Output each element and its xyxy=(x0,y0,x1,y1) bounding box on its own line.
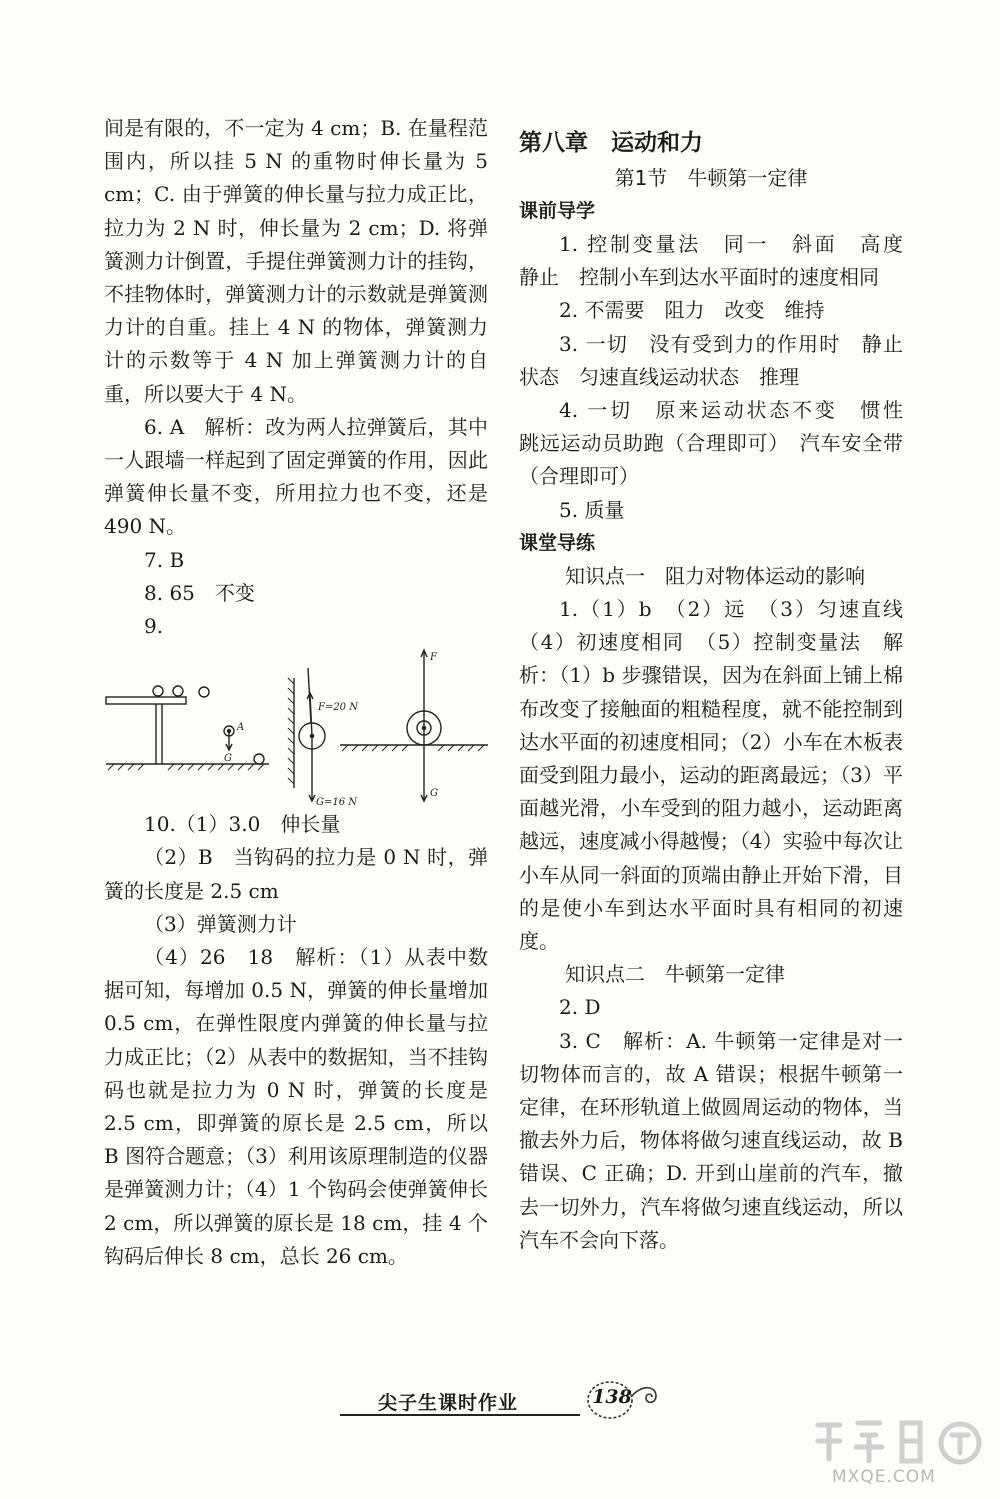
answer-7: 7. B xyxy=(144,547,185,572)
book-title: 尖子生课时作业 xyxy=(378,1392,519,1414)
watermark xyxy=(810,1415,995,1497)
ball-on-table xyxy=(153,686,163,696)
answer-10-1: 10.（1）3.0 伸长量 xyxy=(144,812,341,837)
label-f3: F xyxy=(430,652,437,664)
knowledge-point-2: 知识点二 牛顿第一定律 xyxy=(565,962,785,987)
answer-continuation: 间是有限的，不一定为 4 cm；B. 在量程范围内，所以挂 5 N 的重物时伸长量为 5 cm；C. 由于弹簧的伸长量与拉力成正比，拉力为 2 N 时，伸长量为 2 cm；D. 将弹簧测力计倒置，手提住弹簧测力计的挂钩，不挂物体时，弹簧测力计的示数就是弹簧测力计的自重。挂上 4 N 的物体，弹簧测力计的示数等于 4 N 加上弹簧测力计的自重，所以要大于 4 N。 xyxy=(104,116,488,406)
answer-6: 6. A 解析：改为两人拉弹簧后，其中一人跟墙一样起到了固定弹簧的作用，因此弹簧伸长量不变，所用拉力也不变，还是 490 N。 xyxy=(104,414,488,539)
label-f1: F=20 N xyxy=(318,702,358,714)
section-title: 第1节 牛顿第一定律 xyxy=(614,166,808,190)
answer-r5: 5. 质量 xyxy=(559,497,625,522)
answer-r7: 2. D xyxy=(559,995,601,1020)
label-g3: G xyxy=(430,788,438,800)
label-g1: G xyxy=(224,753,232,765)
page-number: 138 xyxy=(592,1386,632,1408)
answer-9: 9. xyxy=(144,614,164,639)
ball-ground xyxy=(254,754,264,764)
tension-arrow xyxy=(310,694,312,736)
watermark-site: MXQE.COM xyxy=(832,1467,936,1487)
table-top xyxy=(106,697,186,704)
page-footer xyxy=(340,1378,670,1428)
answer-10-4: （4）26 18 解析：（1）从表中数据可知，每增加 0.5 N，弹簧的伸长量增加 0.5 cm，在弹性限度内弹簧的伸长量与拉力成正比；（2）从表中的数据知，当不挂钩码也就是拉力为 0 N 时，弹簧的长度是 2.5 cm，即弹簧的原长是 2.5 cm，所以 B 图符合题意；（3）利用该原理制造的仪器是弹簧测力计；（4）1 个钩码会使弹簧伸长 2 cm，所以弹簧的原长是 18 cm，挂 4 个钩码后伸长 8 cm，总长 26 cm。 xyxy=(104,945,488,1268)
answer-r4: 4. 一切 原来运动状态不变 惯性 跳远运动员助跑（合理即可） 汽车安全带（合理即可） xyxy=(519,398,923,489)
page-number-badge xyxy=(590,1378,634,1418)
answer-r2: 2. 不需要 阻力 改变 维持 xyxy=(559,298,825,323)
answer-10-3: （3）弹簧测力计 xyxy=(144,911,297,936)
force-diagram-figure xyxy=(104,643,488,808)
answer-r1: 1. 控制变量法 同一 斜面 高度 静止 控制小车到达水平面时的速度相同 xyxy=(519,232,923,290)
label-a: A xyxy=(237,722,245,734)
answer-r3: 3. 一切 没有受到力的作用时 静止状态 匀速直线运动状态 推理 xyxy=(519,331,903,389)
label-g2: G=16 N xyxy=(316,797,358,807)
answer-8: 8. 65 不变 xyxy=(144,580,255,605)
right-column xyxy=(519,112,923,1257)
answer-r8: 3. C 解析：A. 牛顿第一定律是对一切物体而言的，故 A 错误；根据牛顿第一定律，在环形轨道上做圆周运动的物体，当撤去外力后，物体将做匀速直线运动，故 B 错误、C 正确；D. 开到山崖前的汽车，撤去一切外力，汽车将做匀速直线运动，所以汽车不会向下落。 xyxy=(519,1028,903,1252)
force-diagrams xyxy=(104,648,488,806)
left-column xyxy=(104,112,488,1273)
footer-rule xyxy=(340,1414,580,1416)
answer-10-2: （2）B 当钩码的拉力是 0 N 时，弹簧的长度是 2.5 cm xyxy=(104,845,488,903)
chapter-title: 第八章 运动和力 xyxy=(519,130,703,156)
wall-hatch xyxy=(288,678,294,784)
ball-on-table-2 xyxy=(173,686,183,696)
ground-hatch-2 xyxy=(342,745,484,751)
knowledge-point-1: 知识点一 阻力对物体运动的影响 xyxy=(565,563,865,588)
ground-hatch-1 xyxy=(108,764,264,770)
heading-preview: 课前导学 xyxy=(519,200,596,222)
ball-right xyxy=(199,687,209,697)
answer-r6: 1.（1）b （2）远 （3）匀速直线 （4）初速度相同 （5）控制变量法 解析：（1）b 步骤错误，因为在斜面上铺上棉布改变了接触面的粗糙程度，就不能控制到达水平面的初速度相同；（2）小车在木板表面受到阻力最小，运动的距离最远；（3）平面越光滑，小车受到的阻力越小，运动距离越远，速度减小得越慢；（4）实验中每次让小车从同一斜面的顶端由静止开始下滑，目的是使小车到达水平面时具有相同的初速度。 xyxy=(519,597,923,954)
watermark-logo-icon xyxy=(810,1415,995,1467)
heading-practice: 课堂导练 xyxy=(519,531,596,554)
